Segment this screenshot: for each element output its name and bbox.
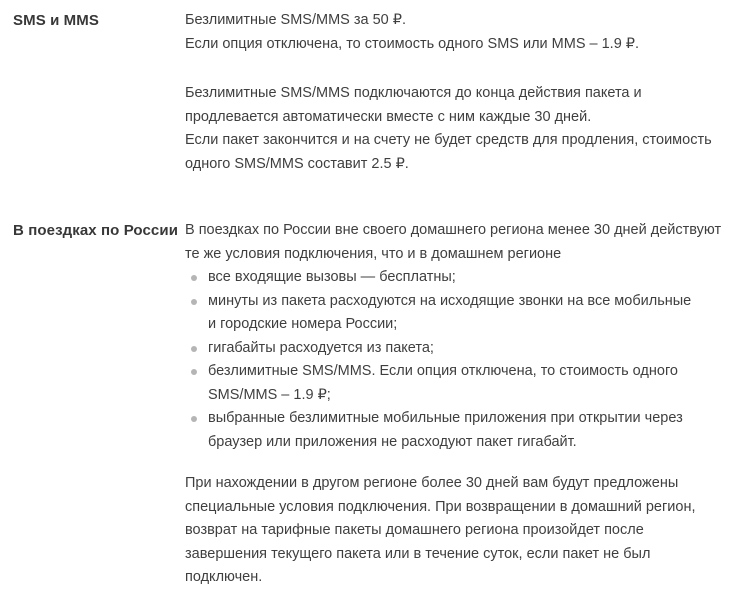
bullet-text-line: все входящие вызовы — бесплатны; bbox=[208, 269, 456, 285]
text-line: возврат на тарифные пакеты домашнего региона произойдет после bbox=[185, 522, 644, 538]
text-line: При нахождении в другом регионе более 30 дней вам будут предложены bbox=[185, 475, 679, 491]
text-line: те же условия подключения, что и в домашнем регионе bbox=[185, 245, 562, 262]
text-line: Если опция отключена, то стоимость одного SMS или MMS – 1.9 ₽. bbox=[185, 35, 640, 52]
section-travel-russia-content bbox=[185, 219, 730, 590]
bullet-text-line: браузер или приложения не расходуют пакет гигабайт. bbox=[208, 433, 577, 450]
bullet-icon bbox=[191, 416, 197, 422]
text-line: специальные условия подключения. При возвращении в домашний регион, bbox=[185, 498, 696, 515]
text-line: В поездках по России вне своего домашнего региона менее 30 дней действуют bbox=[185, 222, 722, 238]
section-sms-mms-content bbox=[185, 9, 730, 176]
row-label-sms-mms: SMS и MMS bbox=[13, 12, 99, 29]
bullet-icon bbox=[191, 299, 197, 305]
bullet-icon bbox=[191, 275, 197, 281]
bullet-text-line: минуты из пакета расходуются на исходящие звонки на все мобильные bbox=[208, 292, 692, 309]
text-line: Безлимитные SMS/MMS подключаются до конца действия пакета и bbox=[185, 85, 642, 101]
bullet-text-line: и городские номера России; bbox=[208, 316, 398, 332]
bullet-text-line: гигабайты расходуется из пакета; bbox=[208, 339, 434, 356]
paragraph bbox=[185, 219, 730, 266]
bullet-item bbox=[185, 266, 730, 290]
text-line: завершения текущего пакета или в течение суток, если пакет не был bbox=[185, 545, 651, 562]
text-line: Если пакет закончится и на счету не будет средств для продления, стоимость bbox=[185, 132, 712, 148]
section-sms-mms bbox=[13, 9, 741, 176]
paragraph bbox=[185, 472, 730, 590]
bullet-text-line: безлимитные SMS/MMS. Если опция отключена, то стоимость одного bbox=[208, 363, 678, 379]
bullet-item bbox=[185, 407, 730, 454]
bullet-text-line: выбранные безлимитные мобильные приложения при открытии через bbox=[208, 410, 683, 426]
bullet-list bbox=[185, 266, 730, 454]
paragraph bbox=[185, 9, 730, 56]
bullet-text-line: SMS/MMS – 1.9 ₽; bbox=[208, 386, 331, 403]
text-line: одного SMS/MMS составит 2.5 ₽. bbox=[185, 155, 409, 172]
bullet-item bbox=[185, 337, 730, 361]
text-line: продлевается автоматически вместе с ним каждые 30 дней. bbox=[185, 108, 592, 125]
text-line: подключен. bbox=[185, 569, 263, 585]
bullet-icon bbox=[191, 346, 197, 352]
paragraph bbox=[185, 82, 730, 176]
text-line: Безлимитные SMS/MMS за 50 ₽. bbox=[185, 12, 406, 28]
section-travel-russia bbox=[13, 219, 741, 590]
bullet-item bbox=[185, 360, 730, 407]
bullet-item bbox=[185, 290, 730, 337]
bullet-icon bbox=[191, 369, 197, 375]
row-label-travel-russia: В поездках по России bbox=[13, 222, 179, 239]
